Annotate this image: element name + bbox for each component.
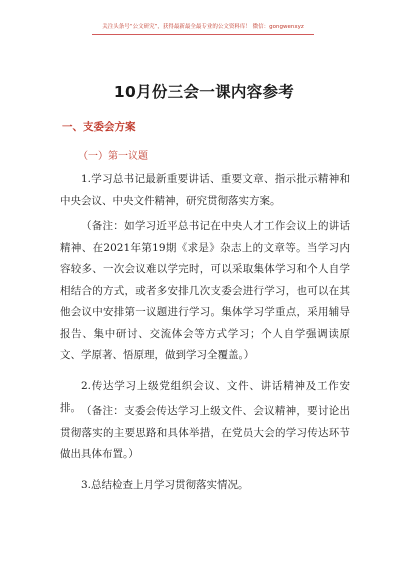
paragraph-note-2: （备注：支委会传达学习上级文件、会议精神，要讨论出贯彻落实的主要思路和具体举措，在党员大会的学习传达环节做出具体布置。）: [60, 405, 350, 460]
subsection-heading: （一）第一议题: [78, 151, 148, 162]
section-heading: 一、支委会方案: [62, 121, 136, 133]
paragraph-item-1: 1.学习总书记最新重要讲话、重要文章、指示批示精神和中央会议、中央文件精神，研究贯彻落实方案。: [60, 173, 350, 207]
paragraph-item-3: 3.总结检查上月学习贯彻落实情况。: [81, 479, 249, 491]
paragraph-item-2: 2.传达学习上级党组织会议、文件、讲话精神及工作安排。: [60, 380, 350, 414]
document-title: 10月份三会一课内容参考: [113, 83, 295, 101]
top-banner: 关注头条号“公文研究”，获得最新最全最专业的公文资料库！ 微信：gongwenxyz: [92, 22, 314, 35]
paragraph-note-1: （备注：如学习近平总书记在中央人才工作会议上的讲话精神、在2021年第19期《求是》杂志上的文章等。当学习内容较多、一次会议难以学完时，可以采取集体学习和个人自学相结合的方式，或者多安排几次支委会进行学习，也可以在其他会议中安排第一议题进行学习。集体学习学重点，采用辅导报告、集中研讨、交流体会等方式学习；个人自学强调读原文、学原著、悟原理，做到学习全覆盖。）: [60, 220, 350, 361]
